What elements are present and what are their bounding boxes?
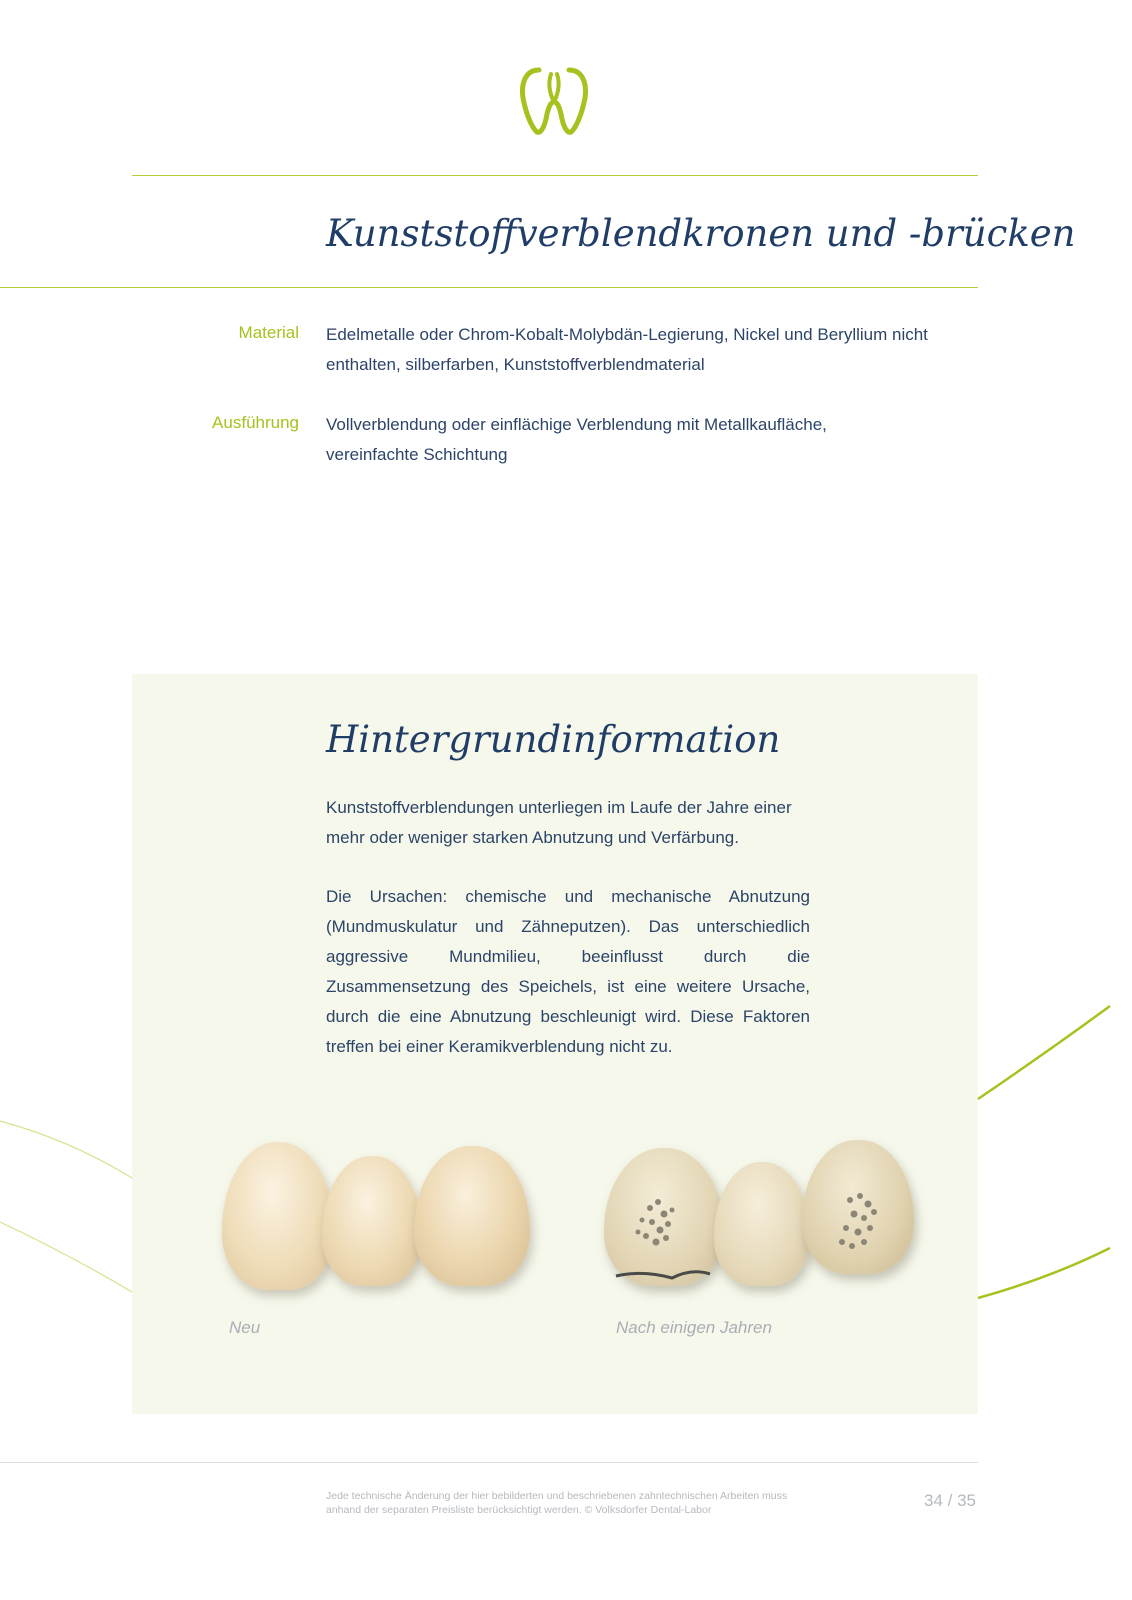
spec-text-ausfuehrung: Vollverblendung oder einflächige Verblendung mit Metallkaufläche, vereinfachte Schichtung bbox=[326, 415, 827, 464]
footer-rule bbox=[0, 1462, 978, 1463]
bridge-new-image bbox=[218, 1138, 538, 1298]
bridge-worn-image bbox=[602, 1138, 920, 1298]
info-paragraph-2: Die Ursachen: chemische und mechanische Abnutzung (Mundmuskulatur und Zähneputzen). Das unterschiedlich aggressive Mundmilieu, beeinflusst durch die Zusammensetzung des Speichels, ist eine weitere Ursache, durch die eine Abnutzung beschleunigt wird. Diese Faktoren treffen bei einer Keramikverblendung nicht zu. bbox=[326, 887, 810, 1056]
footer-disclaimer: Jede technische Änderung der hier bebilderten und beschriebenen zahntechnischen Arbeiten muss anhand der separaten Preisliste berücksichtigt werden. © Volksdorfer Dental-Labor bbox=[326, 1490, 788, 1516]
page-number: 34 / 35 bbox=[924, 1491, 976, 1510]
info-paragraph-1: Kunststoffverblendungen unterliegen im Laufe der Jahre einer mehr oder weniger starken Abnutzung und Verfärbung. bbox=[326, 798, 792, 847]
spec-label-material: Material bbox=[238, 323, 299, 342]
caption-after-years: Nach einigen Jahren bbox=[616, 1318, 772, 1337]
spec-text-material: Edelmetalle oder Chrom-Kobalt-Molybdän-Legierung, Nickel und Beryllium nicht enthalten, silberfarben, Kunststoffverblendmaterial bbox=[326, 325, 928, 374]
page-title: Kunststoffverblendkronen und -brücken bbox=[326, 212, 1076, 255]
info-title: Hintergrundinformation bbox=[326, 718, 781, 761]
caption-new: Neu bbox=[229, 1318, 261, 1337]
spec-label-ausfuehrung: Ausführung bbox=[212, 413, 299, 432]
